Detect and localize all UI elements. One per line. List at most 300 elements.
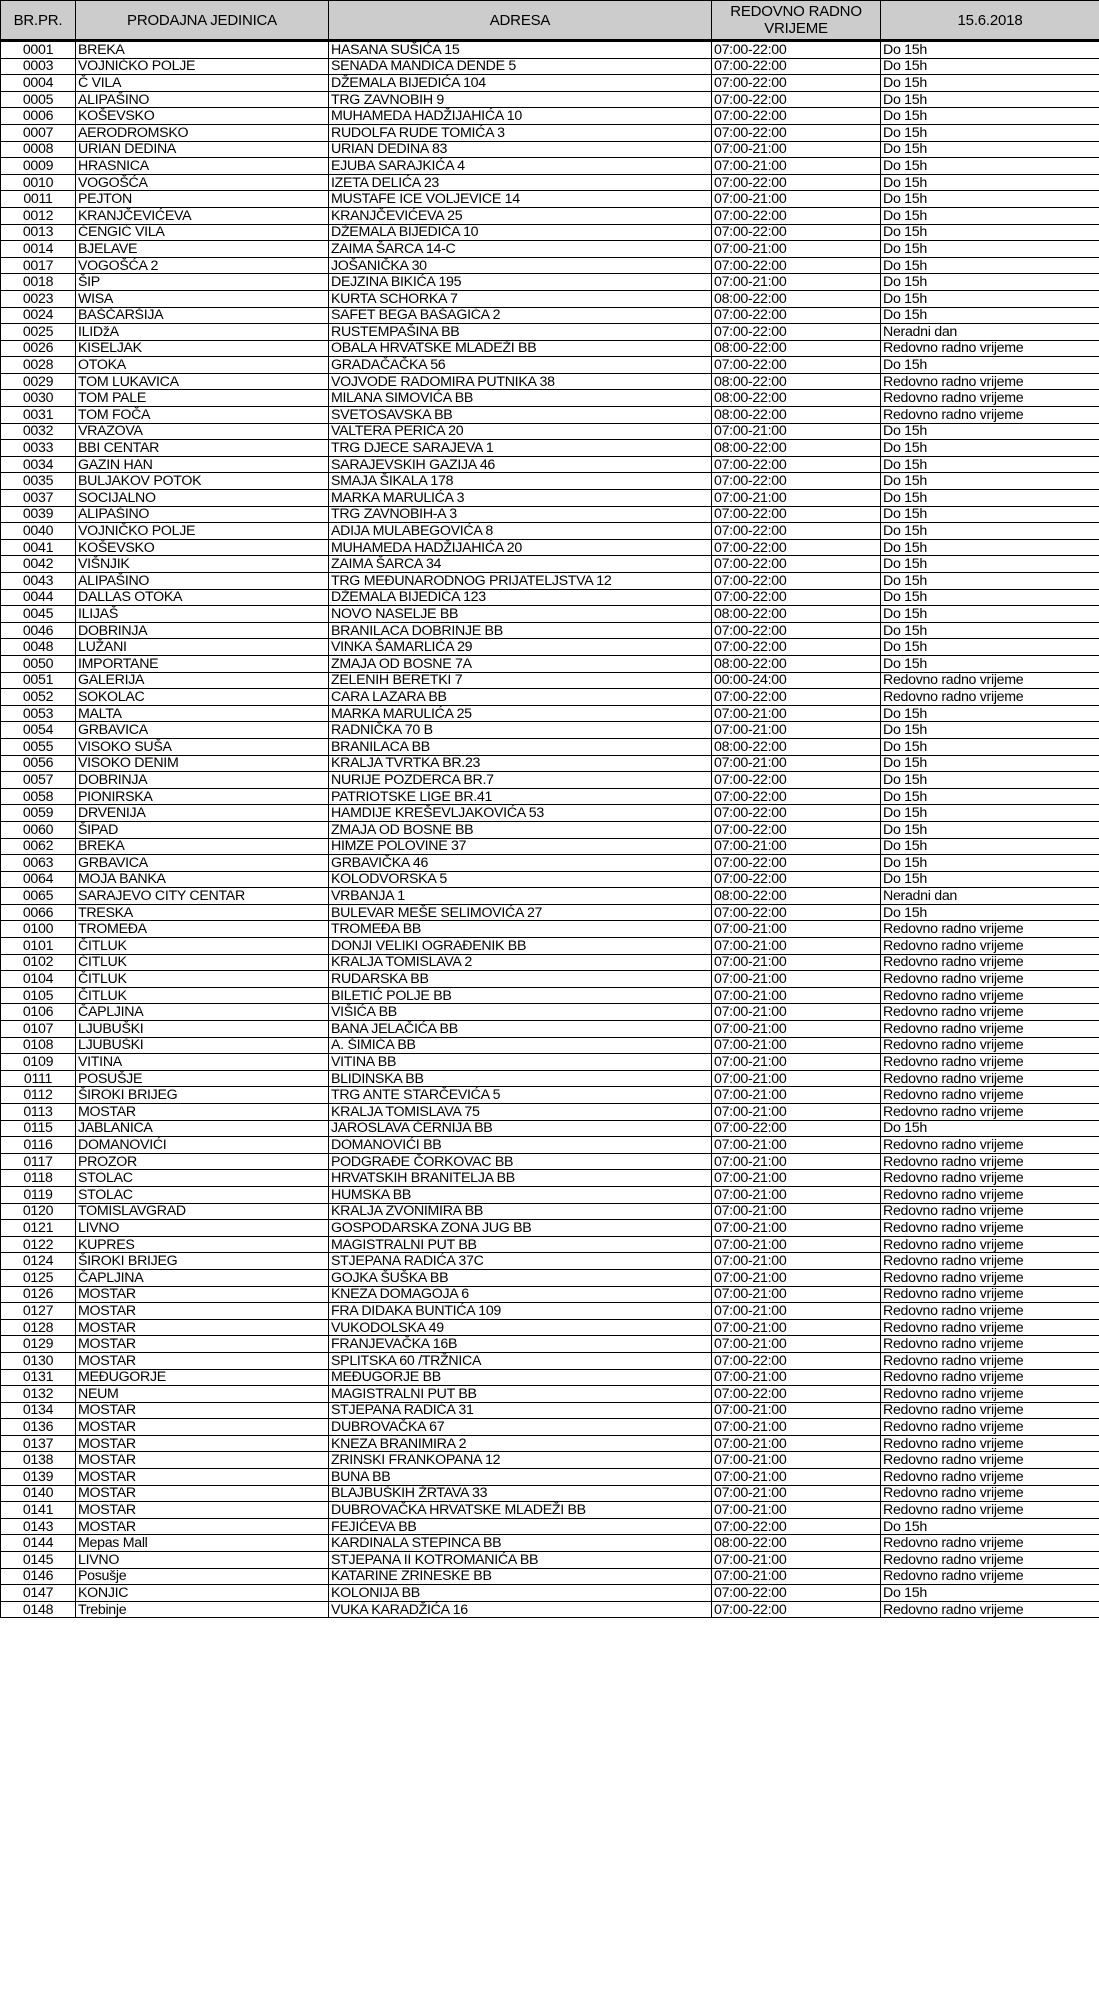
address-cell: TRG ZAVNOBIH-A 3 bbox=[329, 506, 712, 523]
address-cell: JAROSLAVA ČERNIJA BB bbox=[329, 1120, 712, 1137]
regular-hours-cell: 07:00-22:00 bbox=[712, 689, 881, 706]
store-number-cell: 0127 bbox=[1, 1303, 76, 1320]
date-status-cell: Redovno radno vrijeme bbox=[881, 1070, 1099, 1087]
store-number-cell: 0039 bbox=[1, 506, 76, 523]
store-unit-cell: VOJNIČKO POLJE bbox=[76, 523, 329, 540]
store-unit-cell: MALTA bbox=[76, 705, 329, 722]
store-unit-cell: MOSTAR bbox=[76, 1452, 329, 1469]
date-status-cell: Do 15h bbox=[881, 91, 1099, 108]
regular-hours-cell: 07:00-22:00 bbox=[712, 1120, 881, 1137]
regular-hours-cell: 07:00-21:00 bbox=[712, 1087, 881, 1104]
store-unit-cell: OTOKA bbox=[76, 357, 329, 374]
address-cell: TRG ANTE STARČEVIĆA 5 bbox=[329, 1087, 712, 1104]
header-address: ADRESA bbox=[329, 1, 712, 41]
regular-hours-cell: 07:00-22:00 bbox=[712, 307, 881, 324]
date-status-cell: Do 15h bbox=[881, 473, 1099, 490]
table-header bbox=[1, 1, 1099, 41]
regular-hours-cell: 07:00-21:00 bbox=[712, 1236, 881, 1253]
table-row bbox=[1, 1502, 1099, 1519]
address-cell: VUKODOLSKA 49 bbox=[329, 1319, 712, 1336]
store-number-cell: 0046 bbox=[1, 622, 76, 639]
store-unit-cell: GRBAVICA bbox=[76, 722, 329, 739]
table-row bbox=[1, 407, 1099, 424]
store-number-cell: 0100 bbox=[1, 921, 76, 938]
regular-hours-cell: 07:00-22:00 bbox=[712, 589, 881, 606]
address-cell: EJUBA SARAJKIĆA 4 bbox=[329, 158, 712, 175]
store-number-cell: 0009 bbox=[1, 158, 76, 175]
address-cell: NURIJE POZDERCA BR.7 bbox=[329, 772, 712, 789]
table-row bbox=[1, 191, 1099, 208]
store-unit-cell: MOSTAR bbox=[76, 1319, 329, 1336]
address-cell: BRANILACA DOBRINJE BB bbox=[329, 622, 712, 639]
address-cell: GOSPODARSKA ZONA JUG BB bbox=[329, 1220, 712, 1237]
regular-hours-cell: 07:00-21:00 bbox=[712, 1369, 881, 1386]
address-cell: ZMAJA OD BOSNE 7A bbox=[329, 655, 712, 672]
regular-hours-cell: 07:00-21:00 bbox=[712, 1004, 881, 1021]
regular-hours-cell: 07:00-22:00 bbox=[712, 871, 881, 888]
table-row bbox=[1, 1568, 1099, 1585]
table-row bbox=[1, 1601, 1099, 1618]
date-status-cell: Redovno radno vrijeme bbox=[881, 1435, 1099, 1452]
date-status-cell: Do 15h bbox=[881, 307, 1099, 324]
table-row bbox=[1, 1535, 1099, 1552]
table-row bbox=[1, 1054, 1099, 1071]
date-status-cell: Redovno radno vrijeme bbox=[881, 1469, 1099, 1486]
store-unit-cell: DRVENIJA bbox=[76, 805, 329, 822]
regular-hours-cell: 07:00-22:00 bbox=[712, 357, 881, 374]
table-row bbox=[1, 58, 1099, 75]
table-row bbox=[1, 1386, 1099, 1403]
table-row bbox=[1, 1220, 1099, 1237]
store-unit-cell: ALIPAŠINO bbox=[76, 506, 329, 523]
address-cell: OBALA HRVATSKE MLADEŽI BB bbox=[329, 340, 712, 357]
store-unit-cell: VRAZOVA bbox=[76, 423, 329, 440]
regular-hours-cell: 07:00-22:00 bbox=[712, 473, 881, 490]
store-number-cell: 0146 bbox=[1, 1568, 76, 1585]
address-cell: STJEPANA RADIĆA 31 bbox=[329, 1402, 712, 1419]
regular-hours-cell: 07:00-21:00 bbox=[712, 1054, 881, 1071]
address-cell: SAFET BEGA BAŠAGIĆA 2 bbox=[329, 307, 712, 324]
store-number-cell: 0064 bbox=[1, 871, 76, 888]
store-number-cell: 0134 bbox=[1, 1402, 76, 1419]
regular-hours-cell: 07:00-21:00 bbox=[712, 1502, 881, 1519]
address-cell: VOJVODE RADOMIRA PUTNIKA 38 bbox=[329, 373, 712, 390]
store-unit-cell: ALIPAŠINO bbox=[76, 573, 329, 590]
table-row bbox=[1, 788, 1099, 805]
store-number-cell: 0053 bbox=[1, 705, 76, 722]
regular-hours-cell: 07:00-22:00 bbox=[712, 257, 881, 274]
regular-hours-cell: 07:00-22:00 bbox=[712, 539, 881, 556]
date-status-cell: Redovno radno vrijeme bbox=[881, 1286, 1099, 1303]
regular-hours-cell: 07:00-21:00 bbox=[712, 1153, 881, 1170]
address-cell: GOJKA ŠUŠKA BB bbox=[329, 1269, 712, 1286]
regular-hours-cell: 08:00-22:00 bbox=[712, 373, 881, 390]
date-status-cell: Do 15h bbox=[881, 788, 1099, 805]
header-row bbox=[1, 1, 1099, 41]
date-status-cell: Do 15h bbox=[881, 772, 1099, 789]
store-number-cell: 0054 bbox=[1, 722, 76, 739]
table-row bbox=[1, 141, 1099, 158]
address-cell: RUSTEMPAŠINA BB bbox=[329, 324, 712, 341]
store-unit-cell: MOSTAR bbox=[76, 1469, 329, 1486]
date-status-cell: Do 15h bbox=[881, 456, 1099, 473]
address-cell: SARAJEVSKIH GAZIJA 46 bbox=[329, 456, 712, 473]
store-unit-cell: ČAPLJINA bbox=[76, 1269, 329, 1286]
date-status-cell: Do 15h bbox=[881, 357, 1099, 374]
store-number-cell: 0042 bbox=[1, 556, 76, 573]
regular-hours-cell: 07:00-21:00 bbox=[712, 1419, 881, 1436]
store-unit-cell: BBI CENTAR bbox=[76, 440, 329, 457]
store-number-cell: 0013 bbox=[1, 224, 76, 241]
address-cell: HRVATSKIH BRANITELJA BB bbox=[329, 1170, 712, 1187]
address-cell: DUBROVAČKA HRVATSKE MLADEŽI BB bbox=[329, 1502, 712, 1519]
table-row bbox=[1, 1336, 1099, 1353]
date-status-cell: Do 15h bbox=[881, 573, 1099, 590]
date-status-cell: Redovno radno vrijeme bbox=[881, 1303, 1099, 1320]
store-unit-cell: ČAPLJINA bbox=[76, 1004, 329, 1021]
table-row bbox=[1, 274, 1099, 291]
store-unit-cell: DALLAS OTOKA bbox=[76, 589, 329, 606]
address-cell: URIAN DEDINA 83 bbox=[329, 141, 712, 158]
table-row bbox=[1, 490, 1099, 507]
store-number-cell: 0007 bbox=[1, 124, 76, 141]
regular-hours-cell: 07:00-21:00 bbox=[712, 1104, 881, 1121]
date-status-cell: Redovno radno vrijeme bbox=[881, 1568, 1099, 1585]
address-cell: VRBANJA 1 bbox=[329, 888, 712, 905]
table-row bbox=[1, 1303, 1099, 1320]
store-unit-cell: HRASNICA bbox=[76, 158, 329, 175]
date-status-cell: Redovno radno vrijeme bbox=[881, 1087, 1099, 1104]
store-number-cell: 0017 bbox=[1, 257, 76, 274]
regular-hours-cell: 07:00-21:00 bbox=[712, 490, 881, 507]
store-unit-cell: MOSTAR bbox=[76, 1303, 329, 1320]
address-cell: TRG DJECE SARAJEVA 1 bbox=[329, 440, 712, 457]
store-unit-cell: ILIJAŠ bbox=[76, 606, 329, 623]
table-body bbox=[1, 41, 1099, 1618]
store-number-cell: 0030 bbox=[1, 390, 76, 407]
table-row bbox=[1, 556, 1099, 573]
store-number-cell: 0008 bbox=[1, 141, 76, 158]
date-status-cell: Redovno radno vrijeme bbox=[881, 1552, 1099, 1569]
address-cell: DOMANOVIĆI BB bbox=[329, 1137, 712, 1154]
table-row bbox=[1, 1120, 1099, 1137]
store-number-cell: 0025 bbox=[1, 324, 76, 341]
table-row bbox=[1, 1037, 1099, 1054]
address-cell: KRALJA TVRTKA BR.23 bbox=[329, 755, 712, 772]
store-unit-cell: MOSTAR bbox=[76, 1419, 329, 1436]
regular-hours-cell: 07:00-22:00 bbox=[712, 788, 881, 805]
address-cell: KNEZA DOMAGOJA 6 bbox=[329, 1286, 712, 1303]
store-number-cell: 0130 bbox=[1, 1352, 76, 1369]
date-status-cell: Do 15h bbox=[881, 58, 1099, 75]
date-status-cell: Do 15h bbox=[881, 1120, 1099, 1137]
date-status-cell: Neradni dan bbox=[881, 324, 1099, 341]
regular-hours-cell: 08:00-22:00 bbox=[712, 1535, 881, 1552]
store-unit-cell: VIŠNJIK bbox=[76, 556, 329, 573]
table-row bbox=[1, 1004, 1099, 1021]
regular-hours-cell: 07:00-21:00 bbox=[712, 971, 881, 988]
address-cell: SENADA MANDIĆA DENDE 5 bbox=[329, 58, 712, 75]
address-cell: VIŠIĆA BB bbox=[329, 1004, 712, 1021]
regular-hours-cell: 07:00-21:00 bbox=[712, 1137, 881, 1154]
regular-hours-cell: 07:00-21:00 bbox=[712, 1286, 881, 1303]
address-cell: RADNIČKA 70 B bbox=[329, 722, 712, 739]
store-unit-cell: DOMANOVIĆI bbox=[76, 1137, 329, 1154]
store-unit-cell: AERODROMSKO bbox=[76, 124, 329, 141]
regular-hours-cell: 08:00-22:00 bbox=[712, 655, 881, 672]
table-row bbox=[1, 871, 1099, 888]
table-row bbox=[1, 738, 1099, 755]
store-number-cell: 0132 bbox=[1, 1386, 76, 1403]
store-unit-cell: DOBRINJA bbox=[76, 772, 329, 789]
store-number-cell: 0116 bbox=[1, 1137, 76, 1154]
regular-hours-cell: 08:00-22:00 bbox=[712, 888, 881, 905]
regular-hours-cell: 08:00-22:00 bbox=[712, 340, 881, 357]
address-cell: ZAIMA ŠARCA 14-C bbox=[329, 241, 712, 258]
regular-hours-cell: 07:00-21:00 bbox=[712, 423, 881, 440]
address-cell: BANA JELAČIĆA BB bbox=[329, 1021, 712, 1038]
address-cell: DŽEMALA BIJEDIĆA 10 bbox=[329, 224, 712, 241]
date-status-cell: Redovno radno vrijeme bbox=[881, 921, 1099, 938]
date-status-cell: Do 15h bbox=[881, 639, 1099, 656]
date-status-cell: Redovno radno vrijeme bbox=[881, 373, 1099, 390]
store-unit-cell: ČITLUK bbox=[76, 971, 329, 988]
store-unit-cell: JABLANICA bbox=[76, 1120, 329, 1137]
table-row bbox=[1, 174, 1099, 191]
date-status-cell: Do 15h bbox=[881, 241, 1099, 258]
table-row bbox=[1, 722, 1099, 739]
date-status-cell: Redovno radno vrijeme bbox=[881, 407, 1099, 424]
store-number-cell: 0034 bbox=[1, 456, 76, 473]
address-cell: ZRINSKI FRANKOPANA 12 bbox=[329, 1452, 712, 1469]
address-cell: DUBROVAČKA 67 bbox=[329, 1419, 712, 1436]
store-unit-cell: ČITLUK bbox=[76, 987, 329, 1004]
store-unit-cell: ŠIP bbox=[76, 274, 329, 291]
store-number-cell: 0014 bbox=[1, 241, 76, 258]
regular-hours-cell: 07:00-21:00 bbox=[712, 1303, 881, 1320]
date-status-cell: Neradni dan bbox=[881, 888, 1099, 905]
store-number-cell: 0141 bbox=[1, 1502, 76, 1519]
regular-hours-cell: 07:00-21:00 bbox=[712, 1021, 881, 1038]
header-date: 15.6.2018 bbox=[881, 1, 1099, 41]
store-number-cell: 0045 bbox=[1, 606, 76, 623]
store-number-cell: 0113 bbox=[1, 1104, 76, 1121]
store-number-cell: 0140 bbox=[1, 1485, 76, 1502]
regular-hours-cell: 07:00-22:00 bbox=[712, 573, 881, 590]
table-row bbox=[1, 523, 1099, 540]
regular-hours-cell: 07:00-21:00 bbox=[712, 1269, 881, 1286]
table-row bbox=[1, 1552, 1099, 1569]
address-cell: NOVO NASELJE BB bbox=[329, 606, 712, 623]
date-status-cell: Do 15h bbox=[881, 539, 1099, 556]
regular-hours-cell: 07:00-21:00 bbox=[712, 1568, 881, 1585]
address-cell: HASANA SUŠIĆA 15 bbox=[329, 41, 712, 59]
regular-hours-cell: 07:00-22:00 bbox=[712, 224, 881, 241]
address-cell: BLAJBUŠKIH ŽRTAVA 33 bbox=[329, 1485, 712, 1502]
table-row bbox=[1, 357, 1099, 374]
store-number-cell: 0059 bbox=[1, 805, 76, 822]
date-status-cell: Do 15h bbox=[881, 191, 1099, 208]
regular-hours-cell: 07:00-22:00 bbox=[712, 108, 881, 125]
store-unit-cell: MOSTAR bbox=[76, 1286, 329, 1303]
date-status-cell: Do 15h bbox=[881, 207, 1099, 224]
table-row bbox=[1, 1518, 1099, 1535]
store-unit-cell: ČITLUK bbox=[76, 954, 329, 971]
regular-hours-cell: 07:00-21:00 bbox=[712, 241, 881, 258]
store-unit-cell: MOSTAR bbox=[76, 1104, 329, 1121]
date-status-cell: Redovno radno vrijeme bbox=[881, 689, 1099, 706]
store-number-cell: 0055 bbox=[1, 738, 76, 755]
store-number-cell: 0012 bbox=[1, 207, 76, 224]
store-number-cell: 0111 bbox=[1, 1070, 76, 1087]
store-number-cell: 0001 bbox=[1, 41, 76, 59]
table-row bbox=[1, 689, 1099, 706]
regular-hours-cell: 07:00-21:00 bbox=[712, 158, 881, 175]
store-number-cell: 0051 bbox=[1, 672, 76, 689]
address-cell: ADIJA MULABEGOVIĆA 8 bbox=[329, 523, 712, 540]
store-unit-cell: PIONIRSKA bbox=[76, 788, 329, 805]
store-unit-cell: MOSTAR bbox=[76, 1336, 329, 1353]
date-status-cell: Redovno radno vrijeme bbox=[881, 1037, 1099, 1054]
table-row bbox=[1, 954, 1099, 971]
regular-hours-cell: 07:00-22:00 bbox=[712, 91, 881, 108]
address-cell: VALTERA PERIĆA 20 bbox=[329, 423, 712, 440]
date-status-cell: Do 15h bbox=[881, 506, 1099, 523]
store-unit-cell: NEUM bbox=[76, 1386, 329, 1403]
regular-hours-cell: 07:00-21:00 bbox=[712, 722, 881, 739]
table-row bbox=[1, 440, 1099, 457]
date-status-cell: Redovno radno vrijeme bbox=[881, 938, 1099, 955]
regular-hours-cell: 07:00-21:00 bbox=[712, 1170, 881, 1187]
regular-hours-cell: 07:00-21:00 bbox=[712, 1070, 881, 1087]
store-number-cell: 0109 bbox=[1, 1054, 76, 1071]
regular-hours-cell: 00:00-24:00 bbox=[712, 672, 881, 689]
table-row bbox=[1, 1319, 1099, 1336]
store-unit-cell: BREKA bbox=[76, 838, 329, 855]
store-number-cell: 0004 bbox=[1, 75, 76, 92]
store-number-cell: 0108 bbox=[1, 1037, 76, 1054]
table-row bbox=[1, 772, 1099, 789]
regular-hours-cell: 07:00-22:00 bbox=[712, 41, 881, 59]
store-number-cell: 0107 bbox=[1, 1021, 76, 1038]
store-number-cell: 0024 bbox=[1, 307, 76, 324]
table-row bbox=[1, 821, 1099, 838]
store-unit-cell: BJELAVE bbox=[76, 241, 329, 258]
address-cell: PODGRAĐE ČORKOVAC BB bbox=[329, 1153, 712, 1170]
regular-hours-cell: 07:00-22:00 bbox=[712, 1601, 881, 1618]
store-unit-cell: STOLAC bbox=[76, 1186, 329, 1203]
date-status-cell: Do 15h bbox=[881, 158, 1099, 175]
table-row bbox=[1, 1021, 1099, 1038]
table-row bbox=[1, 1104, 1099, 1121]
address-cell: CARA LAZARA BB bbox=[329, 689, 712, 706]
store-unit-cell: KUPRES bbox=[76, 1236, 329, 1253]
date-status-cell: Redovno radno vrijeme bbox=[881, 672, 1099, 689]
table-row bbox=[1, 672, 1099, 689]
address-cell: IZETA DELIĆA 23 bbox=[329, 174, 712, 191]
date-status-cell: Do 15h bbox=[881, 290, 1099, 307]
table-row bbox=[1, 1469, 1099, 1486]
store-number-cell: 0062 bbox=[1, 838, 76, 855]
store-unit-cell: BULJAKOV POTOK bbox=[76, 473, 329, 490]
store-unit-cell: BAŠČARŠIJA bbox=[76, 307, 329, 324]
store-number-cell: 0052 bbox=[1, 689, 76, 706]
regular-hours-cell: 07:00-21:00 bbox=[712, 191, 881, 208]
store-unit-cell: MOJA BANKA bbox=[76, 871, 329, 888]
table-row bbox=[1, 1236, 1099, 1253]
store-number-cell: 0138 bbox=[1, 1452, 76, 1469]
store-number-cell: 0010 bbox=[1, 174, 76, 191]
store-number-cell: 0044 bbox=[1, 589, 76, 606]
store-number-cell: 0101 bbox=[1, 938, 76, 955]
regular-hours-cell: 07:00-21:00 bbox=[712, 1186, 881, 1203]
regular-hours-cell: 07:00-22:00 bbox=[712, 622, 881, 639]
store-unit-cell: LJUBUŠKI bbox=[76, 1021, 329, 1038]
address-cell: BUNA BB bbox=[329, 1469, 712, 1486]
date-status-cell: Redovno radno vrijeme bbox=[881, 954, 1099, 971]
store-number-cell: 0147 bbox=[1, 1585, 76, 1602]
store-number-cell: 0058 bbox=[1, 788, 76, 805]
address-cell: FRANJEVAČKA 16B bbox=[329, 1336, 712, 1353]
store-unit-cell: KOŠEVSKO bbox=[76, 539, 329, 556]
address-cell: GRBAVIČKA 46 bbox=[329, 855, 712, 872]
regular-hours-cell: 07:00-22:00 bbox=[712, 75, 881, 92]
store-number-cell: 0065 bbox=[1, 888, 76, 905]
address-cell: DŽEMALA BIJEDIĆA 104 bbox=[329, 75, 712, 92]
date-status-cell: Redovno radno vrijeme bbox=[881, 1021, 1099, 1038]
regular-hours-cell: 07:00-21:00 bbox=[712, 1452, 881, 1469]
address-cell: KRALJA TOMISLAVA 2 bbox=[329, 954, 712, 971]
address-cell: MUSTAFE ICE VOLJEVICE 14 bbox=[329, 191, 712, 208]
address-cell: FRA DIDAKA BUNTIĆA 109 bbox=[329, 1303, 712, 1320]
regular-hours-cell: 08:00-22:00 bbox=[712, 407, 881, 424]
store-number-cell: 0063 bbox=[1, 855, 76, 872]
regular-hours-cell: 07:00-21:00 bbox=[712, 1336, 881, 1353]
date-status-cell: Do 15h bbox=[881, 821, 1099, 838]
address-cell: STJEPANA RADIĆA 37C bbox=[329, 1253, 712, 1270]
date-status-cell: Redovno radno vrijeme bbox=[881, 1004, 1099, 1021]
date-status-cell: Redovno radno vrijeme bbox=[881, 1186, 1099, 1203]
store-number-cell: 0120 bbox=[1, 1203, 76, 1220]
store-unit-cell: MOSTAR bbox=[76, 1352, 329, 1369]
table-row bbox=[1, 1485, 1099, 1502]
date-status-cell: Do 15h bbox=[881, 755, 1099, 772]
table-row bbox=[1, 888, 1099, 905]
store-number-cell: 0144 bbox=[1, 1535, 76, 1552]
table-row bbox=[1, 307, 1099, 324]
store-number-cell: 0033 bbox=[1, 440, 76, 457]
store-unit-cell: SOCIJALNO bbox=[76, 490, 329, 507]
regular-hours-cell: 08:00-22:00 bbox=[712, 440, 881, 457]
date-status-cell: Do 15h bbox=[881, 41, 1099, 59]
store-unit-cell: ŠIPAD bbox=[76, 821, 329, 838]
date-status-cell: Redovno radno vrijeme bbox=[881, 1535, 1099, 1552]
regular-hours-cell: 07:00-22:00 bbox=[712, 855, 881, 872]
store-number-cell: 0011 bbox=[1, 191, 76, 208]
table-row bbox=[1, 838, 1099, 855]
store-unit-cell: GRBAVICA bbox=[76, 855, 329, 872]
store-number-cell: 0003 bbox=[1, 58, 76, 75]
store-number-cell: 0056 bbox=[1, 755, 76, 772]
store-number-cell: 0122 bbox=[1, 1236, 76, 1253]
address-cell: MILANA SIMOVIĆA BB bbox=[329, 390, 712, 407]
store-number-cell: 0031 bbox=[1, 407, 76, 424]
table-row bbox=[1, 224, 1099, 241]
table-row bbox=[1, 423, 1099, 440]
store-number-cell: 0035 bbox=[1, 473, 76, 490]
store-unit-cell: BREKA bbox=[76, 41, 329, 59]
table-row bbox=[1, 573, 1099, 590]
